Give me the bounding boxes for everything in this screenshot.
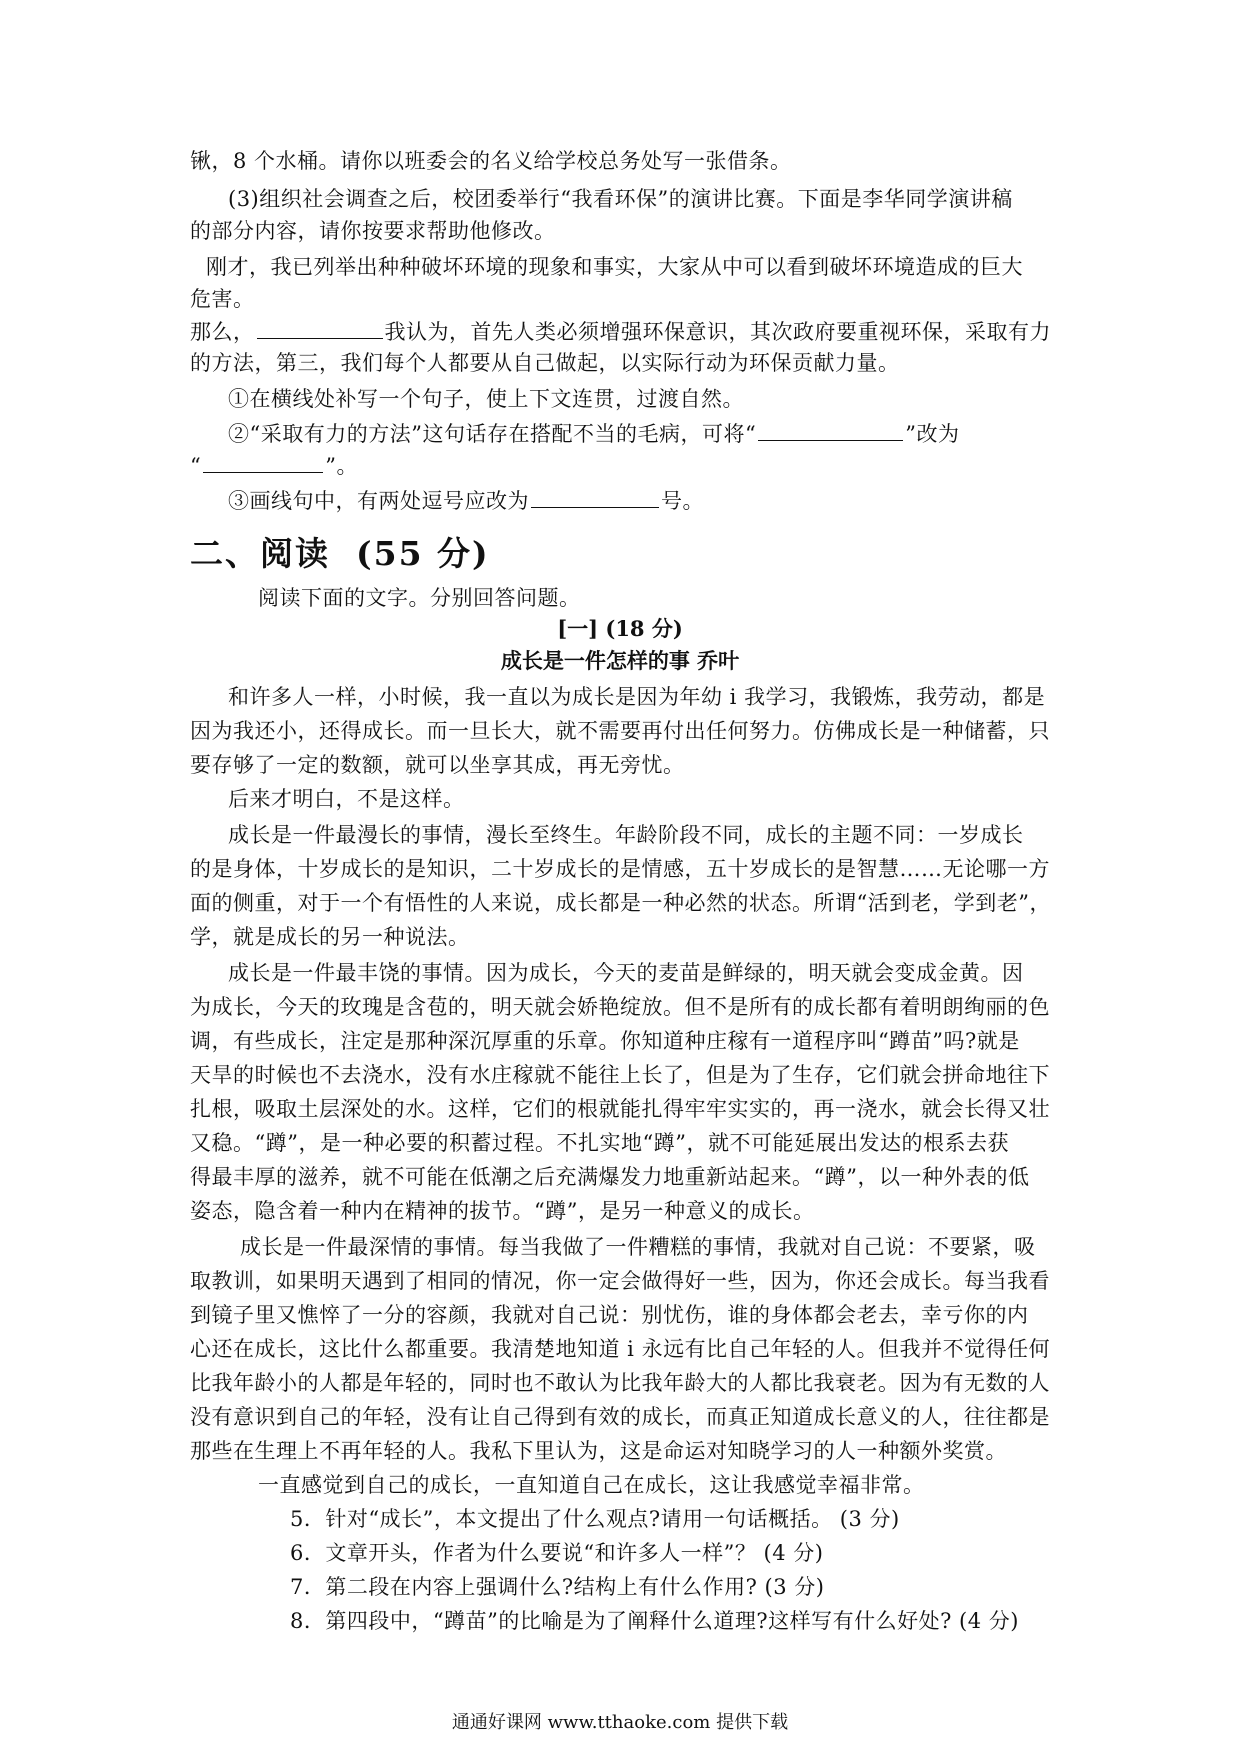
section-heading — [190, 528, 490, 575]
text-fragment: ③画线句中，有两处逗号应改为 — [228, 489, 529, 513]
text-line: 的部分内容，请你按要求帮助他修改。 — [190, 219, 556, 243]
text-fragment: 号。 — [661, 489, 704, 513]
question-item: 8．第四段中，“蹲苗”的比喻是为了阐释什么道理?这样写有什么好处? (4 分) — [290, 1609, 1019, 1633]
sub-question: ①在横线处补写一个句子，使上下文连贯，过渡自然。 — [228, 387, 744, 411]
instruction-text: 阅读下面的文字。分别回答问题。 — [258, 586, 581, 610]
passage-line: 比我年龄小的人都是年轻的，同时也不敢认为比我年龄大的人都比我衰老。因为有无数的人 — [190, 1371, 1050, 1395]
text-fragment: ”改为 — [905, 422, 960, 446]
text-fragment: 那么， — [190, 320, 255, 344]
passage-line: 要存够了一定的数额，就可以坐享其成，再无旁忧。 — [190, 753, 685, 777]
question-item: 6．文章开头，作者为什么要说“和许多人一样”？ (4 分) — [290, 1541, 824, 1565]
passage-line: 又稳。“蹲”，是一种必要的积蓄过程。不扎实地“蹲”，就不可能延展出发达的根系去获 — [190, 1131, 1009, 1155]
passage-label: [一] (18 分) — [557, 616, 683, 641]
text-line: (3)组织社会调查之后，校团委举行“我看环保”的演讲比赛。下面是李华同学演讲稿 — [228, 187, 1013, 211]
passage-line: 心还在成长，这比什么都重要。我清楚地知道 i 永远有比自己年轻的人。但我并不觉得任何 — [190, 1337, 1051, 1361]
question-item: 5．针对“成长”，本文提出了什么观点?请用一句话概括。 (3 分) — [290, 1507, 900, 1531]
fill-blank-line[interactable] — [203, 452, 323, 473]
passage-line: 那些在生理上不再年轻的人。我私下里认为，这是命运对知晓学习的人一种额外奖赏。 — [190, 1439, 1007, 1463]
text-line: 锹，8 个水桶。请你以班委会的名义给学校总务处写一张借条。 — [190, 149, 792, 173]
section-points: (55 分) — [356, 534, 490, 573]
passage-line: 到镜子里又憔悴了一分的容颜，我就对自己说：别忧伤，谁的身体都会老去，幸亏你的内 — [190, 1303, 1029, 1327]
footer-text: 通通好课网 www.tthaoke.com 提供下载 — [451, 1712, 789, 1733]
passage-line: 姿态，隐含着一种内在精神的拔节。“蹲”，是另一种意义的成长。 — [190, 1199, 815, 1223]
fill-blank-line[interactable] — [257, 318, 383, 339]
speech-text-line — [190, 318, 1060, 345]
text-fragment: ”。 — [325, 454, 358, 478]
speech-text-line: 刚才，我已列举出种种破坏环境的现象和事实，大家从中可以看到破坏环境造成的巨大 — [206, 255, 1023, 279]
passage-line: 取教训，如果明天遇到了相同的情况，你一定会做得好一些，因为，你还会成长。每当我看 — [190, 1269, 1050, 1293]
passage-line: 一直感觉到自己的成长，一直知道自己在成长，这让我感觉幸福非常。 — [258, 1473, 925, 1497]
passage-line: 面的侧重，对于一个有悟性的人来说，成长都是一种必然的状态。所谓“活到老，学到老”， — [190, 891, 1051, 915]
passage-line: 成长是一件最丰饶的事情。因为成长，今天的麦苗是鲜绿的，明天就会变成金黄。因 — [228, 961, 1024, 985]
passage-line: 得最丰厚的滋养，就不可能在低潮之后充满爆发力地重新站起来。“蹲”，以一种外表的低 — [190, 1165, 1030, 1189]
fill-blank-line[interactable] — [758, 420, 903, 441]
passage-line: 调，有些成长，注定是那种深沉厚重的乐章。你知道种庄稼有一道程序叫“蹲苗”吗?就是 — [190, 1029, 1020, 1053]
text-fragment: ②“采取有力的方法”这句话存在搭配不当的毛病，可将“ — [228, 422, 757, 446]
passage-line: 和许多人一样，小时候，我一直以为成长是因为年幼 i 我学习，我锻炼，我劳动，都是 — [228, 685, 1046, 709]
passage-line: 为成长，今天的玫瑰是含苞的，明天就会娇艳绽放。但不是所有的成长都有着明朗绚丽的色 — [190, 995, 1050, 1019]
question-item: 7．第二段在内容上强调什么?结构上有什么作用? (3 分) — [290, 1575, 825, 1599]
text-fragment: “ — [190, 454, 202, 478]
sub-question — [228, 487, 1098, 514]
speech-text-line: 的方法，第三，我们每个人都要从自己做起，以实际行动为环保贡献力量。 — [190, 351, 900, 375]
passage-line: 没有意识到自己的年轻，没有让自己得到有效的成长，而真正知道成长意义的人，往往都是 — [190, 1405, 1050, 1429]
passage-line: 的是身体，十岁成长的是知识，二十岁成长的是情感，五十岁成长的是智慧……无论哪一方 — [190, 857, 1050, 881]
sub-question — [228, 420, 1098, 447]
passage-line: 后来才明白，不是这样。 — [228, 787, 465, 811]
speech-text-line: 危害。 — [190, 287, 255, 311]
fill-blank-line[interactable] — [531, 487, 659, 508]
passage-line: 因为我还小，还得成长。而一旦长大，就不需要再付出任何努力。仿佛成长是一种储蓄，只 — [190, 719, 1050, 743]
passage-line: 学，就是成长的另一种说法。 — [190, 925, 470, 949]
section-title: 二、阅读 — [190, 534, 330, 573]
passage-title: 成长是一件怎样的事 乔叶 — [500, 648, 740, 673]
passage-line: 扎根，吸取土层深处的水。这样，它们的根就能扎得牢牢实实的，再一浇水，就会长得又壮 — [190, 1097, 1050, 1121]
passage-line: 成长是一件最漫长的事情，漫长至终生。年龄阶段不同，成长的主题不同：一岁成长 — [228, 823, 1024, 847]
text-fragment: 我认为，首先人类必须增强环保意识，其次政府要重视环保，采取有力 — [384, 320, 1051, 344]
passage-line: 天旱的时候也不去浇水，没有水庄稼就不能往上长了，但是为了生存，它们就会拼命地往下 — [190, 1063, 1050, 1087]
passage-line: 成长是一件最深情的事情。每当我做了一件糟糕的事情，我就对自己说：不要紧，吸 — [240, 1235, 1036, 1259]
sub-question-cont — [190, 452, 1060, 479]
